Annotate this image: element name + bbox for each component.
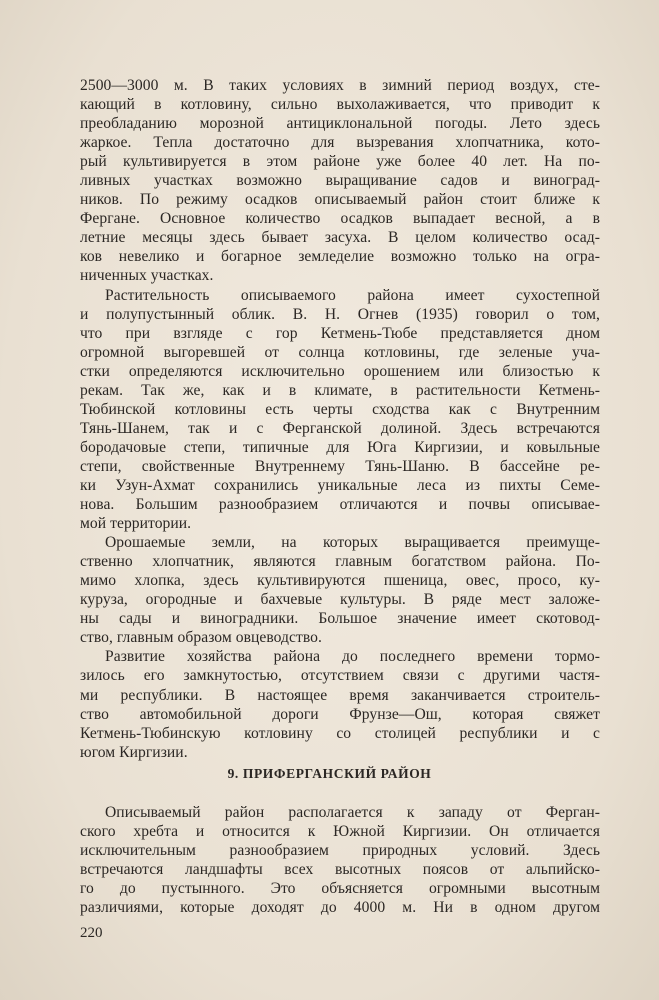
text-line: что при взгляде с гор Кетмень-Тюбе представляется дном [80, 324, 600, 342]
text-line: мимо хлопка, здесь культивируются пшеница, овес, просо, ку- [80, 572, 600, 590]
text-line: ливных участках возможно выращивание садов и виноград- [80, 172, 600, 190]
text-line: ков невелико и богарное земледелие возможно только на огра- [80, 248, 600, 266]
text-line: нова. Большим разнообразием отличаются и почвы описывае- [80, 496, 600, 514]
text-line: куруза, огородные и бахчевые культуры. В ряде мест заложе- [80, 591, 600, 609]
text-line: Растительность описываемого района имеет сухостепной [105, 286, 600, 304]
text-line: ство, главным образом овцеводство. [80, 629, 322, 647]
text-line: Тянь-Шанем, так и с Ферганской долиной. Здесь встречаются [80, 419, 600, 437]
paragraph-prifergansky [80, 803, 600, 917]
text-line: ского хребта и относится к Южной Киргизии. Он отличается [80, 823, 600, 841]
text-line: кающий в котловину, сильно выхолаживается, что приводит к [80, 96, 600, 114]
text-line: ство автомобильной дороги Фрунзе—Ош, которая свяжет [80, 705, 600, 723]
text-line: Развитие хозяйства района до последнего времени тормо- [105, 648, 600, 666]
text-line: летние месяцы здесь бывает засуха. В целом количество осад- [80, 229, 600, 247]
paragraph-economy [80, 647, 600, 761]
text-line: югом Киргизии. [80, 743, 188, 761]
text-line: огромной выгоревшей от солнца котловины, где зеленые уча- [80, 343, 600, 361]
text-line: ны сады и виноградники. Большое значение имеет скотовод- [80, 610, 600, 628]
text-line: ми республики. В настоящее время заканчивается строитель- [80, 686, 600, 704]
text-line: ниченных участках. [80, 267, 214, 285]
text-line: преобладанию морозной антициклональной погоды. Лето здесь [80, 115, 600, 133]
text-line: рекам. Так же, как и в климате, в растительности Кетмень- [80, 381, 600, 399]
text-line: ственно хлопчатник, являются главным богатством района. По- [80, 553, 600, 571]
page-number: 220 [80, 925, 103, 941]
text-line: го до пустынного. Это объясняется огромными высотным [80, 880, 600, 898]
text-line: степи, свойственные Внутреннему Тянь-Шаню. В бассейне ре- [80, 457, 600, 475]
text-line: Описываемый район располагается к западу от Ферган- [105, 804, 600, 821]
text-line: Кетмень-Тюбинскую котловину со столицей республики и с [80, 724, 600, 742]
text-line: различиями, которые доходят до 4000 м. Ни в одном другом [80, 899, 600, 917]
text-line: рый культивируется в этом районе уже более 40 лет. На по- [80, 153, 600, 171]
text-line: мой территории. [80, 515, 192, 533]
text-line: ки Узун-Ахмат сохранились уникальные леса из пихты Семе- [80, 476, 600, 494]
body-text [80, 76, 600, 762]
text-line: 2500—3000 м. В таких условиях в зимний период воздух, сте- [80, 77, 600, 94]
text-line: зилось его замкнутостью, отсутствием связи с другими частя- [80, 667, 600, 685]
paragraph-vegetation [80, 286, 600, 534]
text-line: и полупустынный облик. В. Н. Огнев (1935) говорил о том, [80, 305, 600, 323]
text-line: ников. По режиму осадков описываемый район стоит ближе к [80, 191, 600, 209]
text-line: Фергане. Основное количество осадков выпадает весной, а в [80, 210, 600, 228]
paragraph-agriculture [80, 533, 600, 647]
text-line: Тюбинской котловины есть черты сходства как с Внутренним [80, 400, 600, 418]
text-line: Орошаемые земли, на которых выращивается преимуще- [105, 534, 600, 552]
section-heading: 9. ПРИФЕРГАНСКИЙ РАЙОН [227, 766, 432, 781]
paragraph-climate [80, 76, 600, 286]
text-line: встречаются ландшафты всех высотных поясов от альпийско- [80, 861, 600, 879]
text-line: бородачовые степи, типичные для Юга Киргизии, и ковыльные [80, 438, 600, 456]
text-line: стки определяются исключительно орошением или близостью к [80, 362, 600, 380]
text-line: жаркое. Тепла достаточно для вызревания хлопчатника, кото- [80, 134, 600, 152]
text-line: исключительным разнообразием природных условий. Здесь [80, 842, 600, 860]
